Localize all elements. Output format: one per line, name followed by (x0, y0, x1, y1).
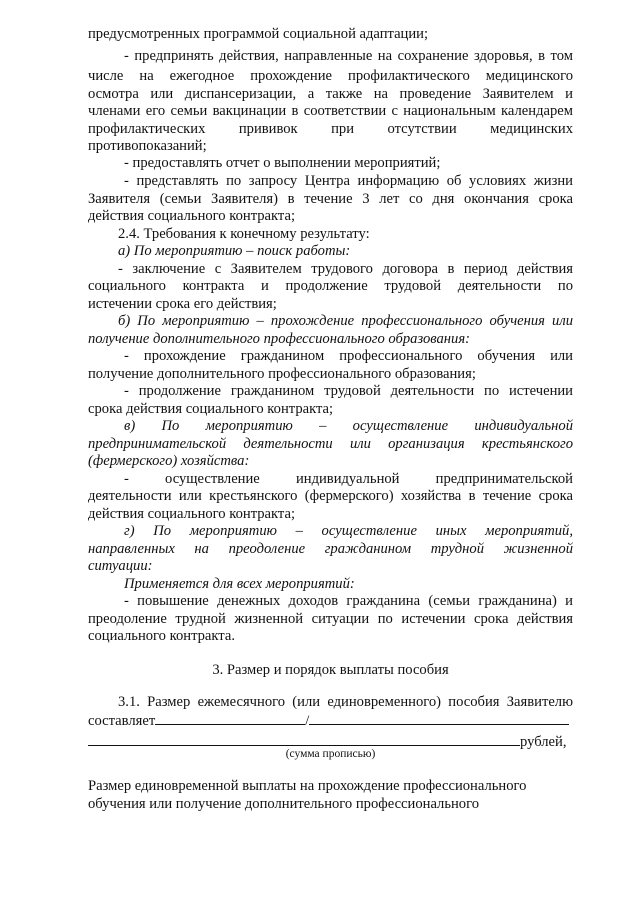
text-line: получение дополнительного профессионального образования; (88, 366, 476, 382)
text-line: - представлять по запросу Центра информацию об условиях жизни (124, 173, 573, 189)
amount-line (88, 711, 573, 730)
text-line: г) По мероприятию – осуществление иных мероприятий, (124, 523, 573, 539)
amount-caption: (сумма прописью) (285, 748, 376, 760)
amount-words-blank[interactable] (88, 732, 520, 746)
text-line: 2.4. Требования к конечному результату: (118, 226, 370, 242)
text-line: - прохождение гражданином профессионального обучения или (124, 348, 573, 364)
currency-label: рублей, (520, 734, 567, 750)
text-line: противопоказаний; (88, 138, 207, 154)
text-line: а) По мероприятию – поиск работы: (118, 243, 351, 259)
text-line: - осуществление индивидуальной предпринимательской (124, 471, 573, 487)
text-line: осмотра или диспансеризации, а также на проведение Заявителем и (88, 86, 573, 102)
text-line: - заключение с Заявителем трудового договора в период действия (118, 261, 573, 277)
text-line: истечении срока его действия; (88, 296, 277, 312)
text-line: действия социального контракта; (88, 506, 296, 522)
text-line: социального контракта и продолжение трудовой деятельности по (88, 278, 573, 294)
text-line: - продолжение гражданином трудовой деятельности по истечении (124, 383, 573, 399)
text-line: б) По мероприятию – прохождение профессионального обучения или (118, 313, 573, 329)
text-line: профилактических прививок при отсутствии медицинских (88, 121, 573, 137)
clause-3-1: 3.1. Размер ежемесячного (или единовременного) пособия Заявителю (118, 694, 573, 710)
text-line: получение дополнительного профессионального образования: (88, 331, 470, 347)
text-line: членами его семьи вакцинации в соответствии с национальным календарем (88, 103, 573, 119)
amount-separator: / (305, 713, 310, 729)
text-line: преодоление трудной жизненной ситуации по истечении срока действия (88, 611, 573, 627)
section-title: 3. Размер и порядок выплаты пособия (212, 662, 449, 678)
text-line: - предпринять действия, направленные на сохранение здоровья, в том (124, 48, 573, 64)
text-line: Применяется для всех мероприятий: (124, 576, 355, 592)
text-line: направленных на преодоление гражданином трудной жизненной (88, 541, 573, 557)
text-line: Заявителя (семьи Заявителя) в течение 3 лет со дня окончания срока (88, 191, 573, 207)
amount-label: составляет (88, 713, 156, 729)
text-line: числе на ежегодное прохождение профилактического медицинского (88, 68, 573, 84)
text-line: - предоставлять отчет о выполнении мероприятий; (124, 155, 441, 171)
text-line: предпринимательской деятельности или организация крестьянского (88, 436, 573, 452)
text-line: срока действия социального контракта; (88, 401, 334, 417)
text-line: социального контракта. (88, 628, 235, 644)
amount-kopecks-blank[interactable] (309, 711, 569, 725)
text-line: обучения или получение дополнительного профессионального (88, 796, 480, 812)
text-line: (фермерского) хозяйства: (88, 453, 250, 469)
text-line: в) По мероприятию – осуществление индивидуальной (124, 418, 573, 434)
text-line: действия социального контракта; (88, 208, 296, 224)
text-line: ситуации: (88, 558, 153, 574)
text-line: - повышение денежных доходов гражданина (семьи гражданина) и (124, 593, 573, 609)
amount-numeric-blank[interactable] (155, 711, 305, 725)
text-line: деятельности или крестьянского (фермерского) хозяйства в течение срока (88, 488, 573, 504)
text-line: Размер единовременной выплаты на прохождение профессионального (88, 778, 527, 794)
text-line: предусмотренных программой социальной адаптации; (88, 26, 429, 42)
